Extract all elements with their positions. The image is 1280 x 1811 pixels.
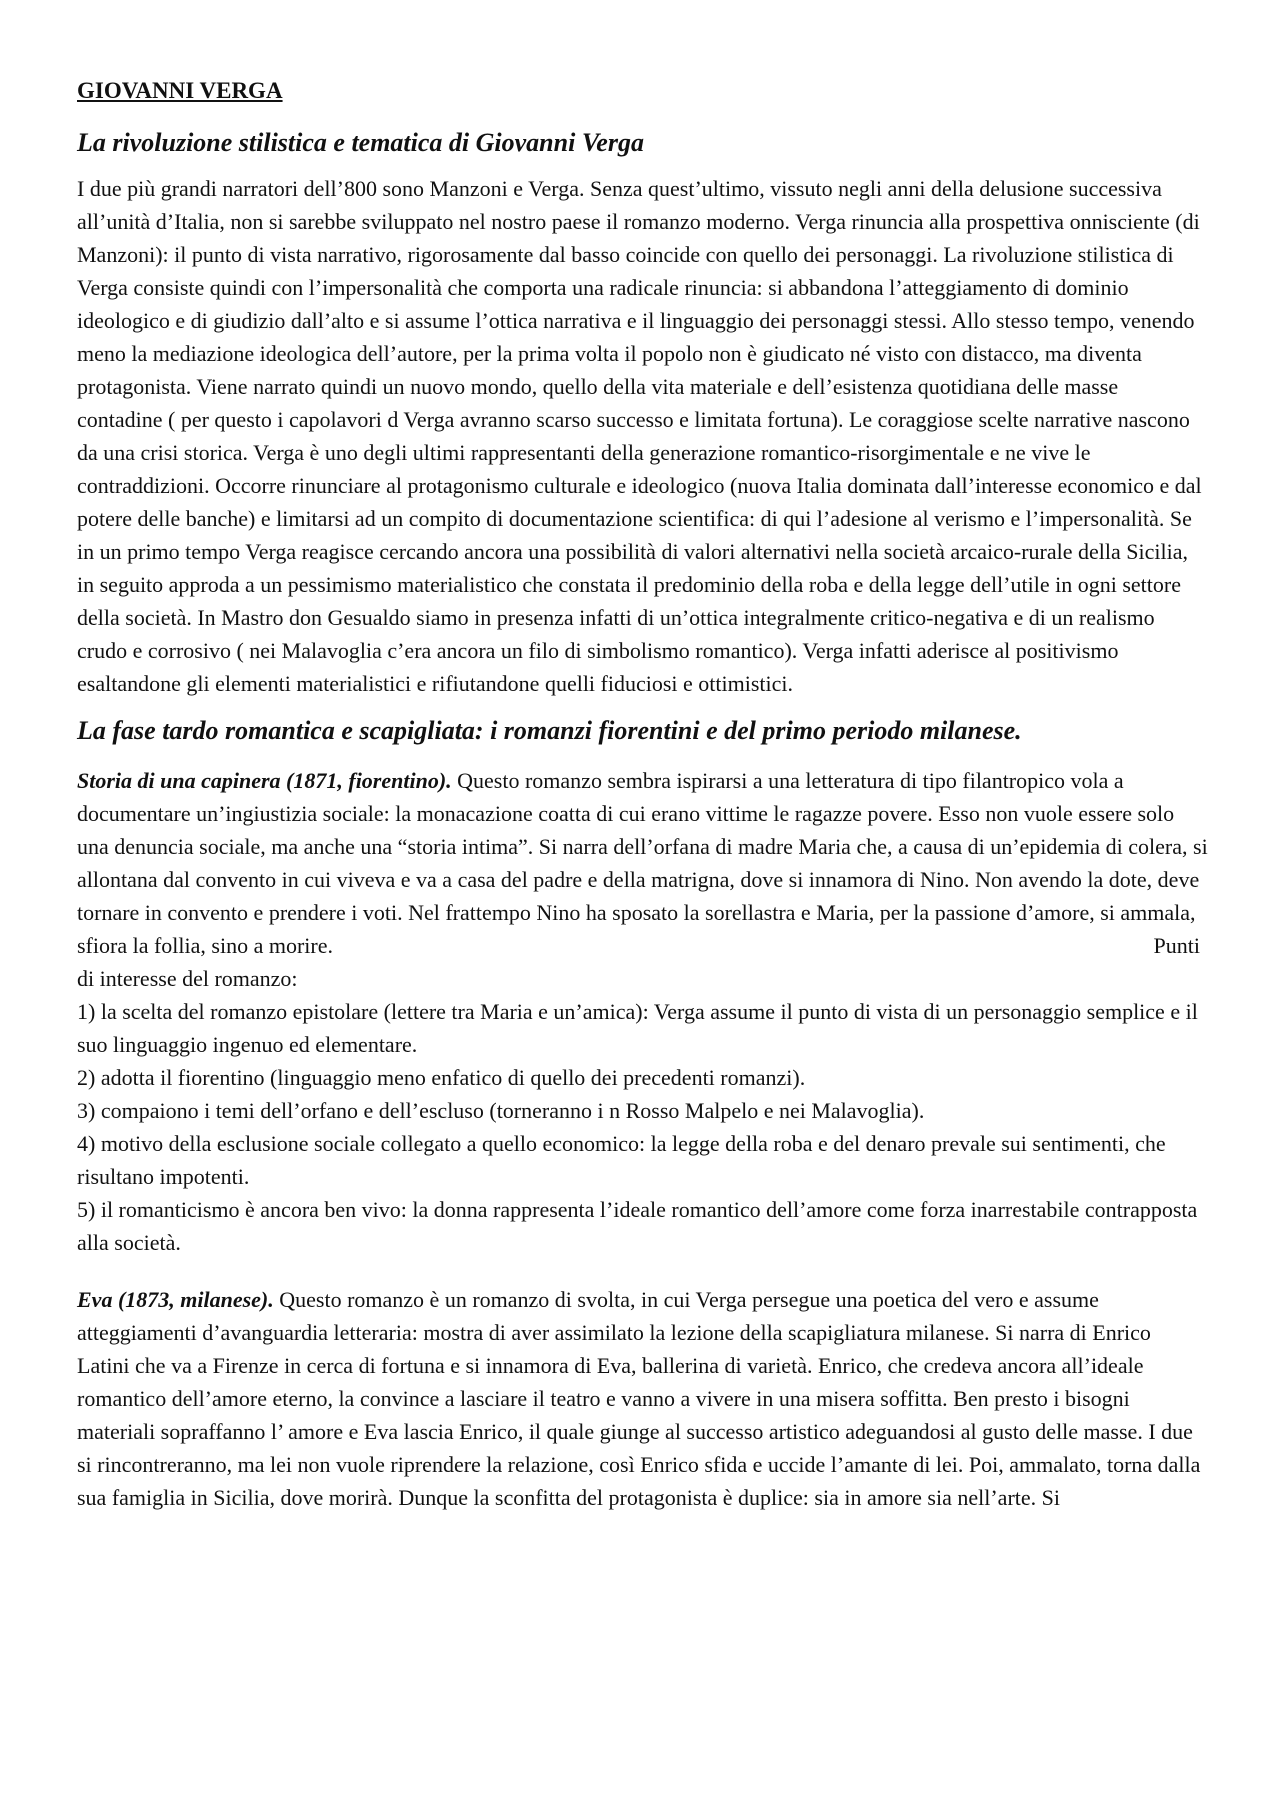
eva-lead: Eva (1873, milanese).	[77, 1287, 274, 1312]
eva-text: Questo romanzo è un romanzo di svolta, in cui Verga persegue una poetica del vero e assume atteggiamenti d’avanguardia letteraria: mostra di aver assimilato la lezione della scapigliatura milanese. Si narra di Enrico Latini che va a Firenze in cerca di fortuna e si innamora di Eva, ballerina di varietà. Enrico, che credeva ancora all’ideale romantico dell’amore eterno, la convince a lasciare il teatro e vanno a vivere in una misera soffitta. Ben presto i bisogni materiali sopraffanno l’ amore e Eva lascia Enrico, il quale giunge al successo artistico adeguandosi al gusto delle masse. I due si rincontreranno, ma lei non vuole riprendere la relazione, così Enrico sfida e uccide l’amante di lei. Poi, ammalato, torna dalla sua famiglia in Sicilia, dove morirà. Dunque la sconfitta del protagonista è duplice: sia in amore sia nell’arte. Si	[77, 1287, 1201, 1510]
list-item: 2) adotta il fiorentino (linguaggio meno enfatico di quello dei precedenti romanzi).	[77, 1065, 806, 1090]
paragraph-rivoluzione: I due più grandi narratori dell’800 sono Manzoni e Verga. Senza quest’ultimo, vissuto negli anni della delusione successiva all’unità d’Italia, non si sarebbe sviluppato nel nostro paese il romanzo moderno. Verga rinuncia alla prospettiva onnisciente (di Manzoni): il punto di vista narrativo, rigorosamente dal basso coincide con quello dei personaggi. La rivoluzione stilistica di Verga consiste quindi con l’impersonalità che comporta una radicale rinuncia: si abbandona l’atteggiamento di dominio ideologico e di giudizio dall’alto e si assume l’ottica narrativa e il linguaggio dei personaggi stessi. Allo stesso tempo, venendo meno la mediazione ideologica dell’autore, per la prima volta il popolo non è giudicato né visto con distacco, ma diventa protagonista. Viene narrato quindi un nuovo mondo, quello della vita materiale e dell’esistenza quotidiana delle masse contadine ( per questo i capolavori d Verga avranno scarso successo e limitata fortuna). Le coraggiose scelte narrative nascono da una crisi storica. Verga è uno degli ultimi rappresentanti della generazione romantico-risorgimentale e ne vive le contraddizioni. Occorre rinunciare al protagonismo culturale e ideologico (nuova Italia dominata dall’interesse economico e dal potere delle banche) e limitarsi ad un compito di documentazione scientifica: di qui l’adesione al verismo e l’impersonalità. Se in un primo tempo Verga reagisce cercando ancora una possibilità di valori alternativi nella società arcaico-rurale della Sicilia, in seguito approda a un pessimismo materialistico che constata il predominio della roba e della legge dell’utile in ogni settore della società. In Mastro don Gesualdo siamo in presenza infatti di un’ottica integralmente critico-negativa e di un realismo crudo e corrosivo ( nei Malavoglia c’era ancora un filo di simbolismo romantico). Verga infatti aderisce al positivismo esaltandone gli elementi materialistici e rifiutandone quelli fiduciosi e ottimistici.	[77, 176, 1202, 696]
interesse-intro: di interesse del romanzo:	[77, 966, 298, 991]
section-heading-fase-tardo-romantica: La fase tardo romantica e scapigliata: i romanzi fiorentini e del primo periodo milanese.	[77, 716, 1022, 745]
document-title: GIOVANNI VERGA	[77, 78, 283, 103]
list-item: 1) la scelta del romanzo epistolare (lettere tra Maria e un’amica): Verga assume il punto di vista di un personaggio semplice e il suo linguaggio ingenuo ed elementare.	[77, 999, 1198, 1057]
paragraph-eva	[77, 1283, 1208, 1514]
list-item: 4) motivo della esclusione sociale collegato a quello economico: la legge della roba e del denaro prevale sui sentimenti, che risultano impotenti.	[77, 1131, 1166, 1189]
section-heading-rivoluzione: La rivoluzione stilistica e tematica di Giovanni Verga	[77, 128, 644, 157]
list-item: 5) il romanticismo è ancora ben vivo: la donna rappresenta l’ideale romantico dell’amore come forza inarrestabile contrapposta alla società.	[77, 1197, 1198, 1255]
paragraph-capinera	[77, 764, 1208, 962]
list-item: 3) compaiono i temi dell’orfano e dell’escluso (torneranno i n Rosso Malpelo e nei Malavoglia).	[77, 1098, 925, 1123]
capinera-lead: Storia di una capinera (1871, fiorentino).	[77, 768, 452, 793]
punti-label: Punti	[1153, 933, 1200, 958]
capinera-points	[77, 962, 1208, 1259]
capinera-text: Questo romanzo sembra ispirarsi a una letteratura di tipo filantropico vola a documentare un’ingiustizia sociale: la monacazione coatta di cui erano vittime le ragazze povere. Esso non vuole essere solo una denuncia sociale, ma anche una “storia intima”. Si narra dell’orfana di madre Maria che, a causa di un’epidemia di colera, si allontana dal convento in cui viveva e va a casa del padre e della matrigna, dove si innamora di Nino. Non avendo la dote, deve tornare in convento e prendere i voti. Nel frattempo Nino ha sposato la sorellastra e Maria, per la passione d’amore, si ammala, sfiora la follia, sino a morire.	[77, 768, 1208, 958]
